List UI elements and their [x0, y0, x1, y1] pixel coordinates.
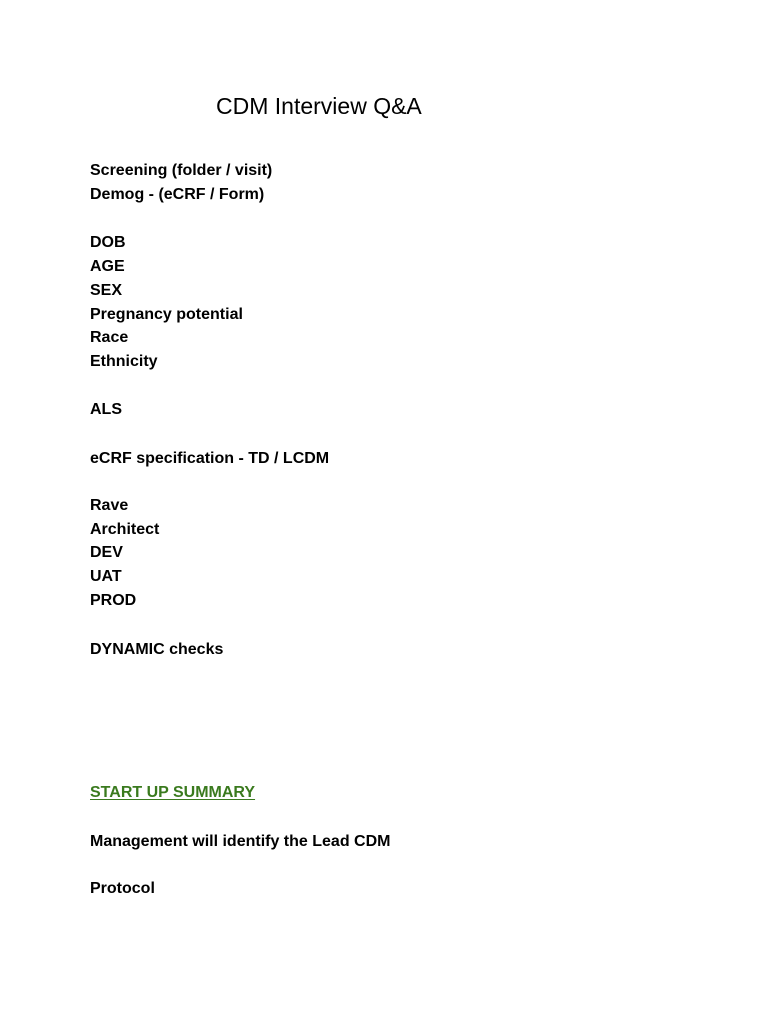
- line-dob: DOB: [90, 234, 126, 251]
- line-ethnicity: Ethnicity: [90, 353, 158, 370]
- line-demog: Demog - (eCRF / Form): [90, 186, 265, 203]
- line-pregnancy: Pregnancy potential: [90, 306, 243, 323]
- line-ecrf-spec: eCRF specification - TD / LCDM: [90, 450, 330, 467]
- line-dynamic-checks: DYNAMIC checks: [90, 641, 224, 658]
- document-title: CDM Interview Q&A: [216, 93, 422, 119]
- line-age: AGE: [90, 258, 125, 275]
- line-architect: Architect: [90, 521, 160, 538]
- line-protocol: Protocol: [90, 880, 155, 897]
- line-prod: PROD: [90, 592, 137, 609]
- line-dev: DEV: [90, 544, 123, 561]
- line-sex: SEX: [90, 282, 123, 299]
- line-rave: Rave: [90, 497, 129, 514]
- startup-summary-link[interactable]: START UP SUMMARY: [90, 784, 256, 801]
- line-uat: UAT: [90, 568, 122, 585]
- line-race: Race: [90, 329, 129, 346]
- line-management: Management will identify the Lead CDM: [90, 833, 391, 850]
- line-als: ALS: [90, 401, 122, 418]
- line-screening: Screening (folder / visit): [90, 162, 273, 179]
